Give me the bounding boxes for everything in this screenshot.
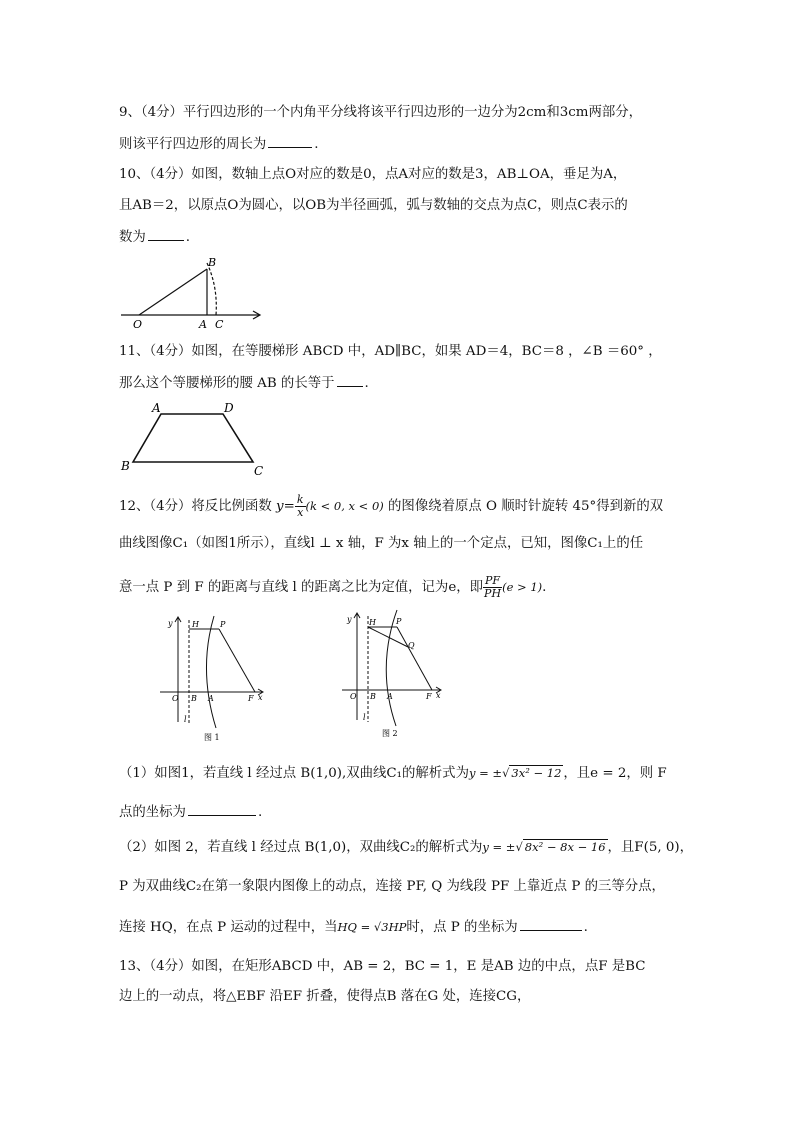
q12-p2-formula-root: 8x² − 8x − 16 (524, 840, 606, 854)
q11-answer-blank (337, 374, 363, 387)
q12-p1-end: . (257, 805, 263, 820)
q12-part2-line-3 (119, 918, 588, 937)
q12-p2-text-c: P 为双曲线C₂在第一象限内图像上的动点，连接 PF, Q 为线段 PF 上靠近点 P 的三等分点， (119, 879, 665, 894)
q12-intro-a: 12、（4分）将反比例函数 (119, 499, 272, 514)
q10-line-1 (119, 166, 626, 184)
q11-text-1: 11、（4分）如图，在等腰梯形 ABCD 中，AD∥BC，如果 AD＝4，BC＝8 ，∠B ＝60° ， (119, 344, 662, 359)
q9-text-1: 9、（4分）平行四边形的一个内角平分线将该平行四边形的一边分为2cm和3cm两部分， (119, 105, 643, 120)
fig2-label-b: B (370, 692, 376, 701)
q10-figure (119, 255, 269, 330)
q11-label-b: B (121, 459, 130, 473)
q13-line-1 (119, 958, 645, 976)
q13-line-2 (119, 988, 530, 1006)
q11-line-2 (119, 374, 369, 393)
fig2-label-a: A (387, 692, 393, 701)
q12-part2-line-1: （2）如图 2，若直线 l 经过点 B(1,0)，双曲线C₂的解析式为y = ±√ 8x² − 8x − 16 ，且F(5, 0)， (119, 840, 693, 855)
q10-text-2: 且AB＝2，以原点O为圆心，以OB为半径画弧，弧与数轴的交点为点C，则点C表示的 (119, 198, 628, 213)
q12-p2-text-a: （2）如图 2，若直线 l 经过点 B(1,0)，双曲线C₂的解析式为 (119, 840, 483, 855)
q12-p2-answer-blank (520, 918, 582, 931)
q9-line-1 (119, 104, 642, 122)
q12-p2-formula-hq: HQ = √3HP (337, 920, 407, 934)
q12-p1-formula-root: 3x² − 12 (511, 766, 562, 780)
q12-ratio-den: PH (484, 587, 502, 600)
fig1-segment-pf (219, 629, 255, 692)
q11-line-1 (119, 343, 662, 361)
q12-p1-formula-pre: y = ± (468, 766, 503, 780)
q12-p1-text-b: ，且e = 2，则 F (563, 766, 667, 781)
q12-ratio-cond: (e > 1) (502, 580, 543, 594)
q9-text-2: 则该平行四边形的周长为 (119, 137, 267, 152)
q10-text-3: 数为 (119, 230, 146, 245)
q10-label-c: C (215, 318, 224, 331)
q10-label-o: O (133, 318, 143, 331)
q10-line-3 (119, 228, 190, 247)
fig1-label-f: F (248, 694, 254, 703)
q11-end: . (364, 376, 369, 391)
q10-segment-ob (139, 269, 207, 315)
fig1-caption: 图 1 (204, 733, 220, 742)
q12-part2-line-2 (119, 878, 665, 896)
q11-text-2: 那么这个等腰梯形的腰 AB 的长等于 (119, 376, 335, 391)
q12-ratio-fraction (483, 575, 502, 600)
fig2-label-y: y (347, 615, 352, 624)
q10-answer-blank (148, 228, 184, 241)
q12-part1-line-1: （1）如图1，若直线 l 经过点 B(1,0),双曲线C₁的解析式为y = ±√ 3x² − 12 ，且e = 2，则 F (119, 766, 667, 781)
q12-p1-text-c: 点的坐标为 (119, 805, 186, 820)
q12-figure-2 (340, 608, 450, 743)
q10-arc (207, 263, 216, 315)
q12-intro-b: 的图像绕着原点 O 顺时针旋转 45°得到新的双 (388, 499, 664, 514)
fig1-label-h: H (192, 620, 199, 629)
q12-line-1 (119, 494, 663, 519)
fig1-label-l: l (184, 715, 187, 724)
q12-figure-1 (158, 612, 268, 747)
fig1-hyperbola (206, 616, 216, 728)
fig1-label-o: O (172, 694, 179, 703)
q12-p2-end: . (583, 920, 588, 935)
q12-func-eq: = (283, 499, 295, 514)
fig2-label-l: l (363, 713, 366, 722)
q11-label-d: D (224, 401, 234, 415)
q11-trapezoid (133, 414, 253, 462)
q12-ratio-num: PF (485, 574, 501, 587)
q10-text-1: 10、（4分）如图，数轴上点O对应的数是0，点A对应的数是3，AB⊥OA，垂足为A， (119, 167, 627, 182)
q9-end: . (314, 137, 319, 152)
fig2-caption: 图 2 (382, 729, 398, 738)
fig2-label-p: P (396, 617, 402, 626)
fig1-label-p: P (220, 620, 226, 629)
q12-p2-text-b: ，且F(5, 0)， (607, 840, 693, 855)
q9-answer-blank (268, 135, 312, 148)
q12-func-y: y (276, 499, 284, 514)
q11-label-a: A (152, 401, 161, 415)
q12-p1-answer-blank (188, 803, 256, 816)
q12-func-num: k (296, 493, 304, 506)
q12-p2-text-d: 连接 HQ，在点 P 运动的过程中，当 (119, 920, 338, 935)
q12-text-3: 意一点 P 到 F 的距离与直线 l 的距离之比为定值，记为e，即 (119, 580, 484, 595)
q11-label-c: C (254, 464, 264, 478)
fig2-label-q: Q (408, 641, 415, 650)
fig1-label-a: A (208, 694, 214, 703)
fig1-label-y: y (168, 619, 173, 628)
fig1-label-b: B (191, 694, 197, 703)
q11-trapezoid-figure (119, 400, 269, 478)
q10-end: . (185, 230, 191, 245)
fig2-segment-pf (397, 627, 432, 690)
q12-text-2: 曲线图像C₁（如图1所示），直线l ⊥ x 轴，F 为x 轴上的一个定点，已知，图像C₁上的任 (119, 536, 644, 551)
q12-p2-formula-pre: y = ± (482, 840, 516, 854)
q12-line-2 (119, 535, 643, 553)
q13-text-1: 13、（4分）如图，在矩形ABCD 中，AB = 2，BC = 1，E 是AB 边的中点，点F 是BC (119, 959, 646, 974)
q10-label-a: A (199, 318, 207, 331)
fig1-label-x: x (258, 693, 263, 702)
fig2-label-f: F (426, 692, 432, 701)
q13-text-2: 边上的一动点，将△EBF 沿EF 折叠，使得点B 落在G 处，连接CG， (119, 989, 531, 1004)
q10-label-b: B (208, 256, 217, 269)
q12-func-den: x (297, 506, 304, 519)
fig2-label-h: H (369, 618, 376, 627)
q12-p2-text-e: 时，点 P 的坐标为 (406, 920, 518, 935)
q12-func-cond: (k < 0, x < 0) (305, 499, 384, 513)
q12-line3-end: . (542, 580, 547, 595)
q10-line-2 (119, 197, 628, 215)
fig2-label-o: O (350, 692, 357, 701)
q12-line-3 (119, 575, 546, 600)
q9-line-2 (119, 135, 319, 154)
q12-p1-text-a: （1）如图1，若直线 l 经过点 B(1,0),双曲线C₁的解析式为 (119, 766, 469, 781)
fig2-label-x: x (436, 691, 441, 700)
q12-part1-line-2 (119, 803, 262, 822)
q12-func-fraction (295, 494, 306, 519)
